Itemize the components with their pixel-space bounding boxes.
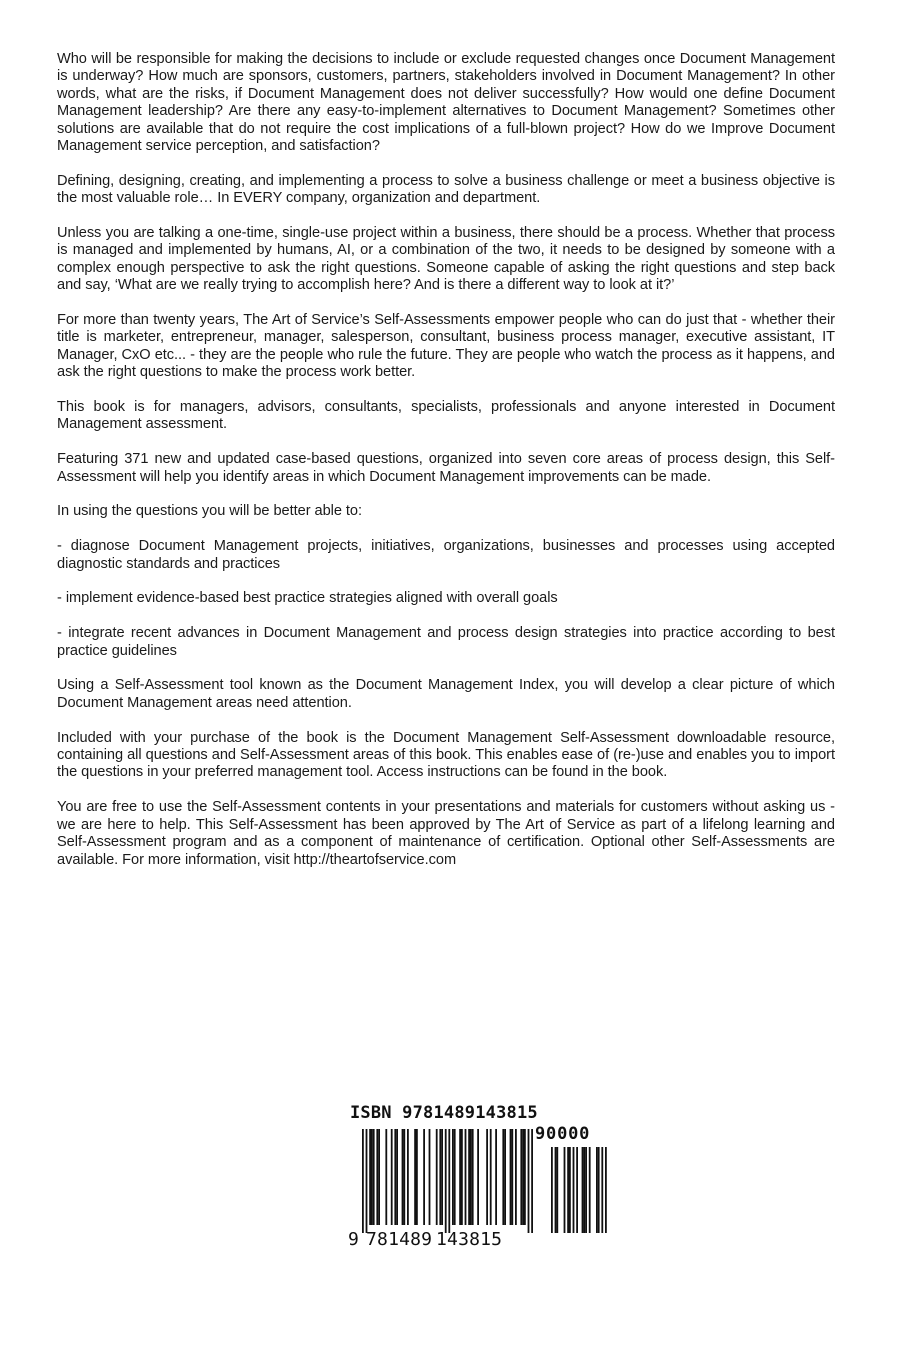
barcode-addon-bar xyxy=(576,1147,578,1233)
barcode-bar xyxy=(376,1129,378,1225)
barcode-bar xyxy=(472,1129,474,1225)
barcode-bar xyxy=(416,1129,418,1225)
paragraph-featuring: Featuring 371 new and updated case-based questions, organized into seven core areas of process design, this Self-Assessment will help you identify areas in which Document Management improvements can be made. xyxy=(57,451,835,485)
barcode-bar xyxy=(502,1129,504,1225)
barcode-bars xyxy=(346,1125,608,1235)
bullet-implement: - implement evidence-based best practice strategies aligned with overall goals xyxy=(57,590,558,607)
barcode-bar xyxy=(391,1129,393,1225)
barcode-bar xyxy=(396,1129,398,1225)
barcode-bar xyxy=(373,1129,375,1225)
barcode-bar xyxy=(366,1129,368,1233)
barcode-bar xyxy=(520,1129,522,1225)
barcode-addon-digits: 90000 xyxy=(535,1124,591,1144)
barcode-addon-bar xyxy=(582,1147,584,1233)
barcode-bar xyxy=(378,1129,380,1225)
paragraph-intro-questions: Who will be responsible for making the decisions to include or exclude requested changes once Document Management is underway? How much are sponsors, customers, partners, stakeholders involved in Document Management? In other words, what are the risks, if Document Management does not deliver successfully? How would one define Document Management leadership? Are there any easy-to-implement alternatives to Document Management? Sometimes other solutions are available that do not require the cost implications of a full-blown project? How do we Improve Document Management service perception, and satisfaction? xyxy=(57,51,835,155)
barcode-bar xyxy=(385,1129,387,1225)
barcode-addon-bar xyxy=(567,1147,569,1233)
barcode-bar xyxy=(490,1129,492,1225)
paragraph-defining-process: Defining, designing, creating, and implementing a process to solve a business challenge or meet a business objective is the most valuable role… In EVERY company, organization and department. xyxy=(57,172,835,207)
barcode-addon-bar xyxy=(551,1147,553,1233)
barcode-addon-bar xyxy=(589,1147,591,1233)
barcode-bar xyxy=(441,1129,443,1225)
barcode-addon-bar xyxy=(583,1147,585,1233)
barcode-bar xyxy=(407,1129,409,1225)
barcode-bar xyxy=(470,1129,472,1225)
barcode-bar xyxy=(510,1129,512,1225)
barcode-addon-bar xyxy=(596,1147,598,1233)
barcode-bar xyxy=(528,1129,530,1233)
barcode-bar xyxy=(452,1129,454,1225)
barcode-addon-bar xyxy=(573,1147,575,1233)
barcode-digit-group-1: 781489 xyxy=(366,1229,433,1250)
barcode-bar xyxy=(403,1129,405,1225)
barcode-bar xyxy=(429,1129,431,1225)
bullet-integrate: - integrate recent advances in Document Management and process design strategies into practice according to best practice guidelines xyxy=(57,625,835,659)
barcode-digit-first: 9 xyxy=(348,1229,359,1250)
barcode-bar xyxy=(414,1129,416,1225)
paragraph-art-of-service: For more than twenty years, The Art of Service’s Self-Assessments empower people who can do just that - whether their title is marketer, entrepreneur, manager, salesperson, consultant, business process manager, executive assistant, IT Manager, CxO etc... - they are the people who rule the future. They are people who watch the process as it happens, and ask the right questions to make the process work better. xyxy=(57,312,835,381)
barcode-bar xyxy=(371,1129,373,1225)
barcode-addon-bar xyxy=(605,1147,607,1233)
isbn-label: ISBN 9781489143815 xyxy=(350,1103,538,1123)
isbn-barcode xyxy=(346,1103,608,1253)
barcode-bar xyxy=(454,1129,456,1225)
barcode-bar xyxy=(477,1129,479,1225)
barcode-bar xyxy=(524,1129,526,1225)
paragraph-audience: This book is for managers, advisors, consultants, specialists, professionals and anyone interested in Document Management assessment. xyxy=(57,399,835,433)
barcode-bar xyxy=(369,1129,371,1225)
paragraph-free-to-use: You are free to use the Self-Assessment contents in your presentations and materials for customers without asking us - we are here to help. This Self-Assessment has been approved by The Art of Service as part of a lifelong learning and Self-Assessment program and as a component of maintenance of certification. Optional other Self-Assessments are available. For more information, visit http://theartofservice.com xyxy=(57,799,835,868)
barcode-addon-bar xyxy=(564,1147,566,1233)
barcode-bar xyxy=(439,1129,441,1225)
barcode-bar xyxy=(445,1129,447,1233)
back-cover-text xyxy=(57,51,835,886)
barcode-bar xyxy=(495,1129,497,1225)
barcode-bar xyxy=(486,1129,488,1225)
barcode-bar xyxy=(362,1129,364,1233)
barcode-bar xyxy=(465,1129,467,1225)
paragraph-process-design: Unless you are talking a one-time, single-use project within a business, there should be a process. Whether that process is managed and implemented by humans, AI, or a combination of the two, it needs to be designed by someone with a complex enough perspective to ask the right questions. Someone capable of asking the right questions and step back and say, ‘What are we really trying to accomplish here? And is there a different way to look at it?’ xyxy=(57,225,835,294)
barcode-addon-bar xyxy=(585,1147,587,1233)
barcode-bar xyxy=(448,1129,450,1233)
barcode-addon-bar xyxy=(556,1147,558,1233)
bullet-diagnose: - diagnose Document Management projects, initiatives, organizations, businesses and processes using accepted diagnostic standards and practices xyxy=(57,538,835,572)
barcode-bar xyxy=(459,1129,461,1225)
barcode-bar xyxy=(504,1129,506,1225)
barcode-bar xyxy=(461,1129,463,1225)
barcode-addon-bar xyxy=(569,1147,571,1233)
barcode-addon-bar xyxy=(598,1147,600,1233)
paragraph-index-tool: Using a Self-Assessment tool known as the Document Management Index, you will develop a clear picture of which Document Management areas need attention. xyxy=(57,677,835,711)
barcode-bar xyxy=(402,1129,404,1225)
barcode-bar xyxy=(468,1129,470,1225)
barcode-digit-group-2: 143815 xyxy=(436,1229,503,1250)
paragraph-included-resource: Included with your purchase of the book is the Document Management Self-Assessment downloadable resource, containing all questions and Self-Assessment areas of this book. This enables ease of (re-)use and enables you to import the questions in your preferred management tool. Access instructions can be found in the book. xyxy=(57,729,835,781)
barcode-bar xyxy=(423,1129,425,1225)
barcode-bar xyxy=(511,1129,513,1225)
barcode-bar xyxy=(394,1129,396,1225)
barcode-bar xyxy=(436,1129,438,1225)
paragraph-using-questions: In using the questions you will be better able to: xyxy=(57,503,362,520)
barcode-addon-bar xyxy=(601,1147,603,1233)
barcode-bar xyxy=(515,1129,517,1225)
barcode-bar xyxy=(531,1129,533,1233)
barcode-bar xyxy=(522,1129,524,1225)
barcode-addon-bar xyxy=(555,1147,557,1233)
